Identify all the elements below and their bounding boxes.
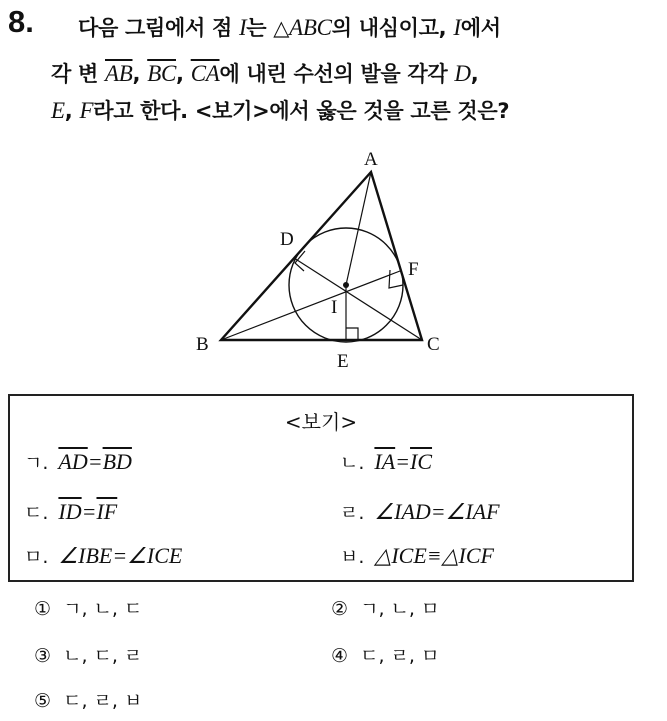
label-f: F — [408, 259, 419, 280]
question-text: 다음 그림에서 점 — [78, 16, 239, 40]
label-a: A — [364, 149, 378, 170]
right-angle-e — [346, 328, 358, 340]
separator: , — [132, 62, 148, 86]
separator: , — [176, 62, 191, 86]
incenter-dot — [343, 282, 349, 288]
choice-number: ③ — [34, 645, 52, 667]
point-i: I — [238, 15, 247, 40]
segment-if: $\overline{IF}$ — [96, 499, 118, 524]
segment-ca: $\overline{CA}$ — [190, 61, 220, 86]
question-text: 에 내린 수선의 발을 각각 — [219, 62, 455, 86]
triangle-abc — [221, 172, 422, 340]
segment-bd: $\overline{BD}$ — [102, 449, 132, 474]
bogi-title: <보기> — [284, 410, 358, 434]
choice-text: ㄷ, ㄹ, ㅂ — [63, 690, 143, 712]
question-number: 8. — [8, 4, 34, 39]
bogi-item-rieul — [340, 498, 500, 525]
comma: , — [470, 62, 479, 86]
label-e: E — [337, 351, 349, 372]
item-marker: ㄹ. — [340, 502, 365, 524]
congruence-statement: △ICE≡△ICF — [374, 543, 494, 568]
question-text: 라고 한다. <보기>에서 옳은 것을 고른 것은? — [93, 99, 510, 123]
choice-number: ② — [331, 598, 349, 620]
choice-text: ㄷ, ㄹ, ㅁ — [360, 645, 440, 667]
choice-4[interactable] — [331, 641, 439, 668]
segment-ad: $\overline{AD}$ — [58, 449, 88, 474]
bogi-item-digeut — [24, 498, 117, 525]
bogi-item-mieum — [24, 542, 182, 569]
point-i: I — [453, 15, 461, 40]
choice-2[interactable] — [331, 594, 439, 621]
label-i: I — [331, 297, 338, 318]
equals-sign: = — [81, 499, 97, 524]
choice-text: ㄱ, ㄴ, ㄷ — [63, 598, 143, 620]
bogi-box — [8, 394, 634, 582]
choice-5[interactable] — [34, 686, 142, 713]
label-d: D — [280, 229, 294, 250]
choice-number: ④ — [331, 645, 349, 667]
segment-ia: $\overline{IA}$ — [374, 449, 396, 474]
choice-3[interactable] — [34, 641, 142, 668]
choice-number: ⑤ — [34, 690, 52, 712]
question-text: 의 내심이고, — [331, 16, 454, 40]
item-marker: ㄴ. — [340, 452, 365, 474]
segment-ab: $\overline{AB}$ — [105, 61, 133, 86]
choice-1[interactable] — [34, 594, 142, 621]
label-c: C — [427, 334, 440, 355]
segment-bc: $\overline{BC}$ — [147, 61, 176, 86]
triangle-abc: ABC — [289, 15, 332, 40]
equals-sign: = — [87, 449, 103, 474]
angle-equation: ∠IAD=∠IAF — [374, 499, 500, 524]
item-marker: ㅂ. — [340, 546, 365, 568]
question-text: 각 변 — [51, 62, 105, 86]
question-text: 에서 — [460, 16, 501, 40]
item-marker: ㅁ. — [24, 546, 49, 568]
equals-sign: = — [395, 449, 411, 474]
bogi-item-giyeok — [24, 448, 132, 475]
item-marker: ㄷ. — [24, 502, 49, 524]
segment-ic: $\overline{IC}$ — [410, 449, 433, 474]
choice-text: ㄴ, ㄷ, ㄹ — [63, 645, 143, 667]
point-d: D — [454, 61, 471, 86]
choice-text: ㄱ, ㄴ, ㅁ — [360, 598, 440, 620]
question-text: 는 △ — [246, 16, 290, 40]
separator: , — [64, 99, 80, 123]
point-f: F — [79, 98, 94, 123]
bogi-item-bieup — [340, 542, 494, 569]
item-marker: ㄱ. — [24, 452, 49, 474]
choice-number: ① — [34, 598, 52, 620]
point-e: E — [51, 98, 65, 123]
label-b: B — [196, 334, 209, 355]
bogi-item-nieun — [340, 448, 432, 475]
angle-equation: ∠IBE=∠ICE — [58, 543, 183, 568]
segment-id: $\overline{ID}$ — [58, 499, 82, 524]
